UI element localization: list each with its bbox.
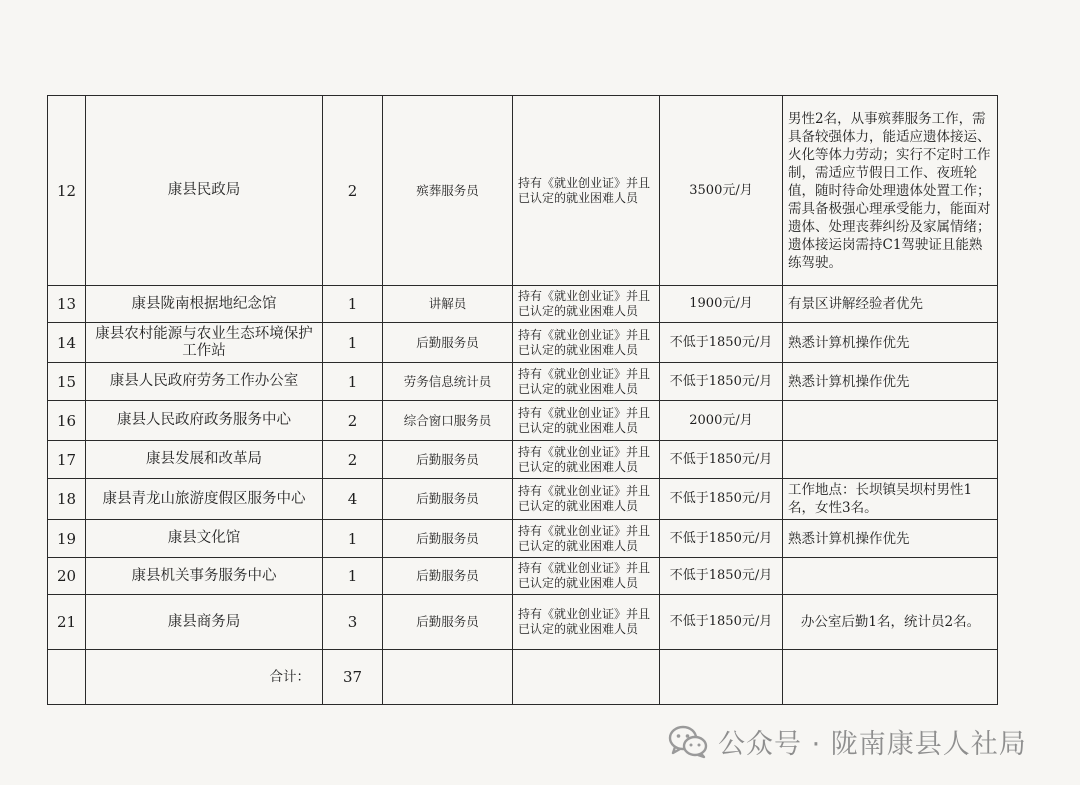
eligibility-requirement: 持有《就业创业证》并且已认定的就业困难人员 bbox=[513, 558, 660, 595]
hire-count: 1 bbox=[323, 363, 383, 401]
employer-unit: 康县民政局 bbox=[86, 96, 323, 286]
total-empty-cell bbox=[383, 650, 513, 705]
salary: 1900元/月 bbox=[660, 286, 783, 323]
remarks: 男性2名，从事殡葬服务工作，需具备较强体力，能适应遗体接运、火化等体力劳动；实行不定时工作制，需适应节假日工作、夜班轮值，随时待命处理遗体处置工作；需具备极强心理承受能力，能面对遗体、处理丧葬纠纷及家属情绪；遗体接运岗需持C1驾驶证且能熟练驾驶。 bbox=[783, 96, 998, 286]
row-number: 15 bbox=[48, 363, 86, 401]
hire-count: 1 bbox=[323, 286, 383, 323]
remarks: 有景区讲解经验者优先 bbox=[783, 286, 998, 323]
position-name: 后勤服务员 bbox=[383, 441, 513, 479]
position-name: 后勤服务员 bbox=[383, 595, 513, 650]
row-number: 19 bbox=[48, 520, 86, 558]
hire-count: 3 bbox=[323, 595, 383, 650]
remarks bbox=[783, 401, 998, 441]
eligibility-requirement: 持有《就业创业证》并且已认定的就业困难人员 bbox=[513, 363, 660, 401]
eligibility-requirement: 持有《就业创业证》并且已认定的就业困难人员 bbox=[513, 96, 660, 286]
salary: 2000元/月 bbox=[660, 401, 783, 441]
total-empty-cell bbox=[783, 650, 998, 705]
position-name: 后勤服务员 bbox=[383, 479, 513, 520]
hire-count: 2 bbox=[323, 441, 383, 479]
position-name: 综合窗口服务员 bbox=[383, 401, 513, 441]
salary: 3500元/月 bbox=[660, 96, 783, 286]
hire-count: 4 bbox=[323, 479, 383, 520]
table-row bbox=[48, 520, 998, 558]
position-name: 讲解员 bbox=[383, 286, 513, 323]
employer-unit: 康县人民政府劳务工作办公室 bbox=[86, 363, 323, 401]
watermark-text: 公众号 · 陇南康县人社局 bbox=[718, 729, 1027, 760]
salary: 不低于1850元/月 bbox=[660, 323, 783, 363]
total-value: 37 bbox=[323, 650, 383, 705]
total-row bbox=[48, 650, 998, 705]
employer-unit: 康县商务局 bbox=[86, 595, 323, 650]
position-name: 殡葬服务员 bbox=[383, 96, 513, 286]
eligibility-requirement: 持有《就业创业证》并且已认定的就业困难人员 bbox=[513, 520, 660, 558]
remarks: 办公室后勤1名，统计员2名。 bbox=[783, 595, 998, 650]
remarks: 熟悉计算机操作优先 bbox=[783, 363, 998, 401]
table-row bbox=[48, 595, 998, 650]
table-row bbox=[48, 441, 998, 479]
remarks bbox=[783, 441, 998, 479]
table-row bbox=[48, 286, 998, 323]
total-empty-cell bbox=[48, 650, 86, 705]
total-empty-cell bbox=[660, 650, 783, 705]
employer-unit: 康县农村能源与农业生态环境保护工作站 bbox=[86, 323, 323, 363]
position-name: 劳务信息统计员 bbox=[383, 363, 513, 401]
remarks: 熟悉计算机操作优先 bbox=[783, 520, 998, 558]
salary: 不低于1850元/月 bbox=[660, 479, 783, 520]
employer-unit: 康县人民政府政务服务中心 bbox=[86, 401, 323, 441]
eligibility-requirement: 持有《就业创业证》并且已认定的就业困难人员 bbox=[513, 441, 660, 479]
eligibility-requirement: 持有《就业创业证》并且已认定的就业困难人员 bbox=[513, 401, 660, 441]
employer-unit: 康县青龙山旅游度假区服务中心 bbox=[86, 479, 323, 520]
position-name: 后勤服务员 bbox=[383, 323, 513, 363]
row-number: 17 bbox=[48, 441, 86, 479]
recruitment-table bbox=[47, 95, 998, 705]
row-number: 12 bbox=[48, 96, 86, 286]
hire-count: 2 bbox=[323, 96, 383, 286]
row-number: 20 bbox=[48, 558, 86, 595]
salary: 不低于1850元/月 bbox=[660, 520, 783, 558]
eligibility-requirement: 持有《就业创业证》并且已认定的就业困难人员 bbox=[513, 479, 660, 520]
eligibility-requirement: 持有《就业创业证》并且已认定的就业困难人员 bbox=[513, 323, 660, 363]
table-row bbox=[48, 401, 998, 441]
remarks: 熟悉计算机操作优先 bbox=[783, 323, 998, 363]
hire-count: 2 bbox=[323, 401, 383, 441]
hire-count: 1 bbox=[323, 323, 383, 363]
remarks bbox=[783, 558, 998, 595]
salary: 不低于1850元/月 bbox=[660, 558, 783, 595]
employer-unit: 康县机关事务服务中心 bbox=[86, 558, 323, 595]
row-number: 13 bbox=[48, 286, 86, 323]
row-number: 16 bbox=[48, 401, 86, 441]
wechat-icon bbox=[668, 725, 708, 759]
salary: 不低于1850元/月 bbox=[660, 363, 783, 401]
table-row bbox=[48, 479, 998, 520]
row-number: 21 bbox=[48, 595, 86, 650]
table-row bbox=[48, 323, 998, 363]
total-label: 合计： bbox=[86, 650, 323, 705]
employer-unit: 康县陇南根据地纪念馆 bbox=[86, 286, 323, 323]
table-row bbox=[48, 96, 998, 286]
employer-unit: 康县发展和改革局 bbox=[86, 441, 323, 479]
row-number: 14 bbox=[48, 323, 86, 363]
table-row bbox=[48, 558, 998, 595]
hire-count: 1 bbox=[323, 520, 383, 558]
row-number: 18 bbox=[48, 479, 86, 520]
remarks: 工作地点：长坝镇吴坝村男性1名，女性3名。 bbox=[783, 479, 998, 520]
hire-count: 1 bbox=[323, 558, 383, 595]
salary: 不低于1850元/月 bbox=[660, 441, 783, 479]
table-row bbox=[48, 363, 998, 401]
position-name: 后勤服务员 bbox=[383, 558, 513, 595]
watermark bbox=[668, 722, 1027, 761]
position-name: 后勤服务员 bbox=[383, 520, 513, 558]
eligibility-requirement: 持有《就业创业证》并且已认定的就业困难人员 bbox=[513, 595, 660, 650]
employer-unit: 康县文化馆 bbox=[86, 520, 323, 558]
total-empty-cell bbox=[513, 650, 660, 705]
salary: 不低于1850元/月 bbox=[660, 595, 783, 650]
eligibility-requirement: 持有《就业创业证》并且已认定的就业困难人员 bbox=[513, 286, 660, 323]
